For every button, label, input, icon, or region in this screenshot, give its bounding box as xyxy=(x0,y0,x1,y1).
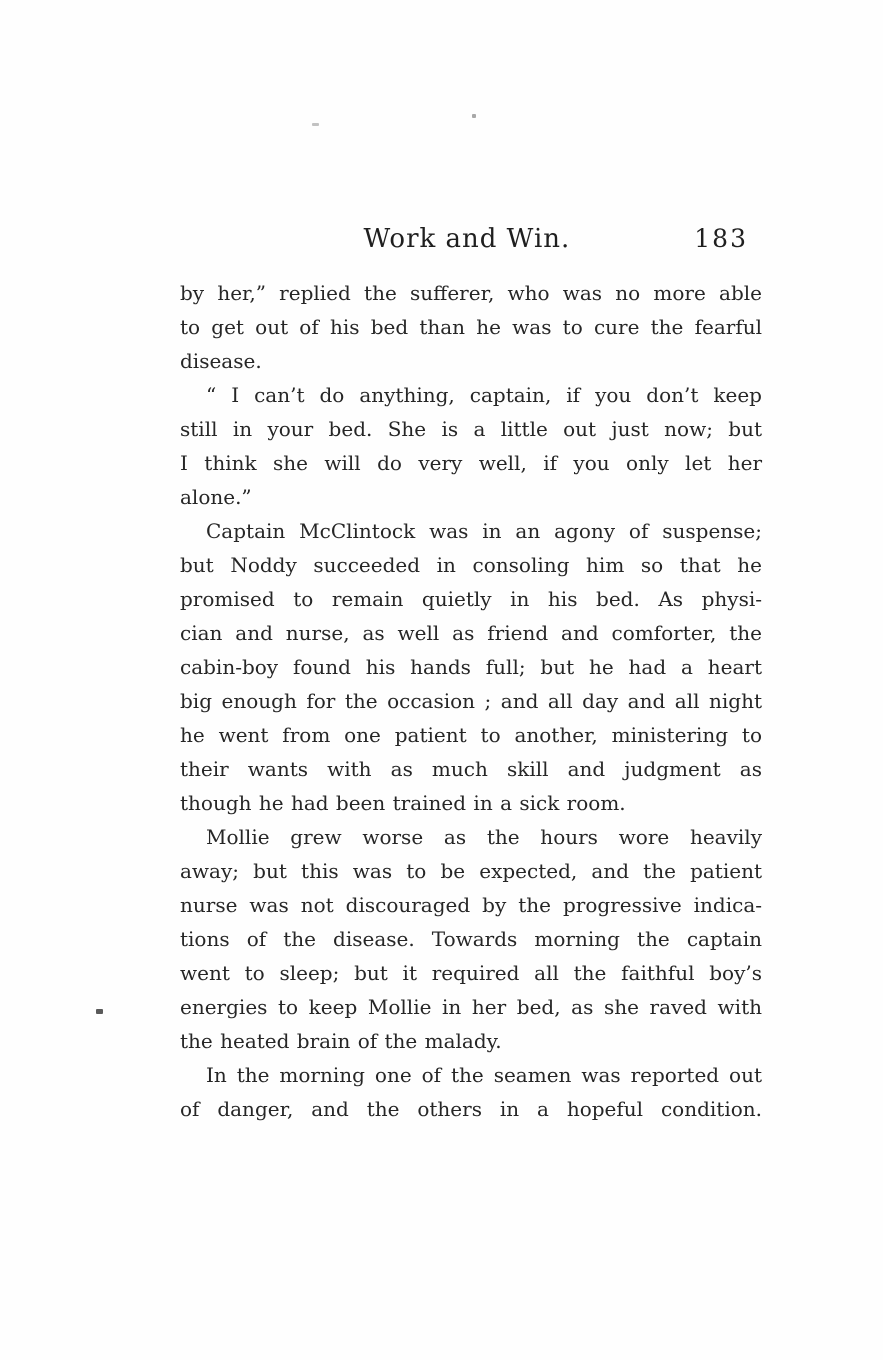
text-line: cabin-boy found his hands full; but he had a heart xyxy=(180,655,762,679)
paragraph xyxy=(180,378,762,514)
text-line: Captain McClintock was in an agony of suspense; xyxy=(206,519,762,543)
page-number: 183 xyxy=(694,224,748,253)
text-line: tions of the disease. Towards morning the captain xyxy=(180,927,762,951)
text-line: though he had been trained in a sick room. xyxy=(180,791,626,815)
text-line: cian and nurse, as well as friend and comforter, the xyxy=(180,621,762,645)
paragraph xyxy=(180,276,762,378)
scan-speck xyxy=(96,1009,103,1014)
paragraph xyxy=(180,1058,762,1126)
paragraph xyxy=(180,820,762,1058)
text-line: to get out of his bed than he was to cure the fearful xyxy=(180,315,762,339)
text-line: In the morning one of the seamen was reported out xyxy=(206,1063,762,1087)
text-line: by her,” replied the sufferer, who was no more able xyxy=(180,281,762,305)
text-line: I think she will do very well, if you only let her xyxy=(180,451,762,475)
running-title: Work and Win. xyxy=(363,224,571,254)
text-line: Mollie grew worse as the hours wore heavily xyxy=(206,825,762,849)
text-line: away; but this was to be expected, and the patient xyxy=(180,859,762,883)
scan-speck xyxy=(312,123,319,126)
text-line: of danger, and the others in a hopeful condition. xyxy=(180,1097,762,1121)
text-line: energies to keep Mollie in her bed, as she raved with xyxy=(180,995,762,1019)
text-line: “ I can’t do anything, captain, if you don’t keep xyxy=(206,383,762,407)
text-line: alone.” xyxy=(180,485,252,509)
running-header xyxy=(180,222,762,256)
text-line: promised to remain quietly in his bed. As physi- xyxy=(180,587,762,611)
text-line: went to sleep; but it required all the faithful boy’s xyxy=(180,961,762,985)
text-line: nurse was not discouraged by the progressive indica- xyxy=(180,893,762,917)
text-line: the heated brain of the malady. xyxy=(180,1029,502,1053)
text-line: their wants with as much skill and judgment as xyxy=(180,757,762,781)
paragraph xyxy=(180,514,762,820)
page-body xyxy=(180,276,762,1126)
text-line: but Noddy succeeded in consoling him so that he xyxy=(180,553,762,577)
text-line: disease. xyxy=(180,349,262,373)
text-line: he went from one patient to another, ministering to xyxy=(180,723,762,747)
page-content xyxy=(180,222,762,1126)
scan-speck xyxy=(472,114,476,118)
text-line: still in your bed. She is a little out just now; but xyxy=(180,417,762,441)
text-line: big enough for the occasion ; and all day and all night xyxy=(180,689,762,713)
